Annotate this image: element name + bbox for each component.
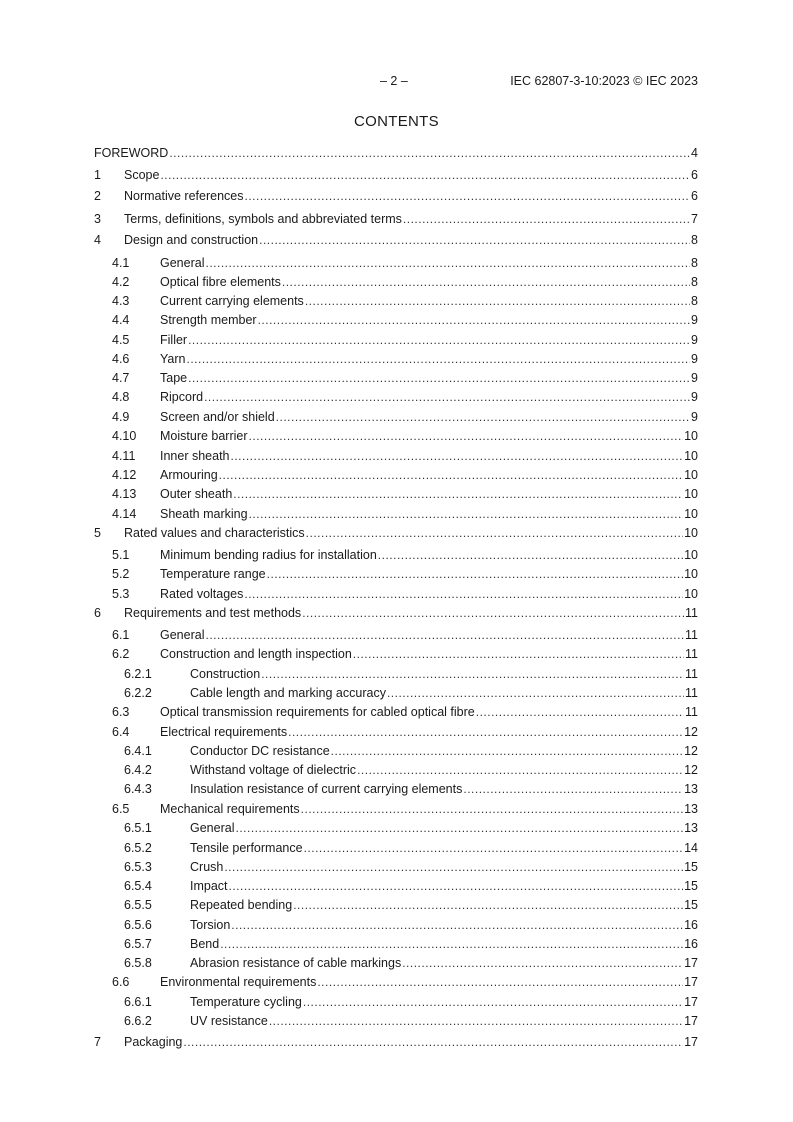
toc-entry-title: Repeated bending (190, 898, 293, 912)
toc-entry-page: 7 (691, 212, 698, 226)
toc-leader-dots (233, 485, 683, 504)
toc-entry-page: 9 (691, 390, 698, 404)
toc-entry[interactable] (94, 447, 698, 466)
toc-entry-title: Environmental requirements (160, 975, 317, 989)
toc-leader-dots (303, 993, 683, 1012)
toc-entry[interactable] (94, 604, 698, 623)
toc-entry-number: 6.5.7 (124, 937, 152, 951)
toc-leader-dots (205, 626, 684, 645)
toc-entry[interactable] (94, 408, 698, 427)
toc-entry-page: 11 (685, 628, 698, 642)
toc-entry-title: Ripcord (160, 390, 204, 404)
toc-entry-number: 5 (94, 526, 101, 540)
toc-entry-title: Sheath marking (160, 507, 248, 521)
toc-entry[interactable] (94, 546, 698, 565)
toc-entry-number: 6.6 (112, 975, 130, 989)
toc-entry[interactable] (94, 935, 698, 954)
toc-entry[interactable] (94, 993, 698, 1012)
toc-leader-dots (276, 408, 690, 427)
toc-entry-title: Mechanical requirements (160, 802, 300, 816)
toc-leader-dots (331, 742, 683, 761)
toc-entry-number: 6.3 (112, 705, 130, 719)
toc-entry-page: 13 (684, 821, 698, 835)
toc-entry[interactable] (94, 742, 698, 761)
toc-entry-title: Packaging (124, 1035, 183, 1049)
toc-entry[interactable] (94, 1033, 698, 1052)
toc-leader-dots (224, 858, 683, 877)
toc-entry-title: Moisture barrier (160, 429, 248, 443)
toc-entry-number: 4.6 (112, 352, 130, 366)
toc-leader-dots (353, 645, 684, 664)
toc-entry[interactable] (94, 466, 698, 485)
toc-entry[interactable] (94, 780, 698, 799)
toc-entry[interactable] (94, 166, 698, 185)
toc-entry[interactable] (94, 896, 698, 915)
toc-entry-title: Current carrying elements (160, 294, 304, 308)
toc-entry-number: 6 (94, 606, 101, 620)
toc-entry-page: 4 (691, 146, 698, 160)
toc-entry[interactable] (94, 585, 698, 604)
toc-entry[interactable] (94, 1012, 698, 1031)
toc-leader-dots (293, 896, 683, 915)
toc-entry-page: 17 (684, 1035, 698, 1049)
toc-entry[interactable] (94, 505, 698, 524)
toc-entry-number: 4.5 (112, 333, 130, 347)
contents-title: CONTENTS (354, 113, 439, 130)
toc-entry-number: 6.4 (112, 725, 130, 739)
toc-leader-dots (188, 331, 690, 350)
toc-entry[interactable] (94, 800, 698, 819)
toc-entry[interactable] (94, 485, 698, 504)
toc-leader-dots (282, 273, 690, 292)
toc-entry-page: 9 (691, 371, 698, 385)
toc-entry-page: 12 (684, 744, 698, 758)
toc-entry-number: 4.14 (112, 507, 137, 521)
toc-entry-number: 6.5.4 (124, 879, 152, 893)
toc-entry-title: Yarn (160, 352, 186, 366)
toc-entry-title: Inner sheath (160, 449, 230, 463)
toc-entry-title: General (160, 256, 205, 270)
toc-entry-number: 6.6.1 (124, 995, 152, 1009)
toc-entry-title: General (190, 821, 235, 835)
toc-entry-number: 4.2 (112, 275, 130, 289)
toc-entry-title: Torsion (190, 918, 231, 932)
toc-entry-title: Temperature cycling (190, 995, 302, 1009)
toc-entry-title: Normative references (124, 189, 244, 203)
toc-entry-page: 15 (684, 898, 698, 912)
toc-entry-title: Rated voltages (160, 587, 244, 601)
toc-leader-dots (402, 954, 683, 973)
toc-entry[interactable] (94, 524, 698, 543)
toc-entry-page: 11 (685, 606, 698, 620)
toc-entry[interactable] (94, 626, 698, 645)
toc-entry-title: Screen and/or shield (160, 410, 275, 424)
toc-entry-title: Scope (124, 168, 160, 182)
toc-leader-dots (188, 369, 690, 388)
toc-leader-dots (463, 780, 683, 799)
toc-entry-page: 10 (684, 429, 698, 443)
toc-entry-page: 6 (691, 168, 698, 182)
toc-entry-number: 4.7 (112, 371, 130, 385)
toc-entry-number: 3 (94, 212, 101, 226)
toc-entry-page: 17 (684, 1014, 698, 1028)
toc-entry-number: 6.5.2 (124, 841, 152, 855)
toc-entry-page: 10 (684, 507, 698, 521)
toc-entry-number: 4.11 (112, 449, 136, 463)
toc-leader-dots (317, 973, 683, 992)
toc-entry[interactable] (94, 839, 698, 858)
toc-leader-dots (183, 1033, 683, 1052)
toc-leader-dots (160, 166, 690, 185)
toc-entry-title: Temperature range (160, 567, 266, 581)
toc-entry-page: 9 (691, 352, 698, 366)
toc-entry-page: 16 (684, 918, 698, 932)
toc-entry[interactable] (94, 877, 698, 896)
toc-entry-number: 7 (94, 1035, 101, 1049)
document-reference: IEC 62807-3-10:2023 © IEC 2023 (510, 74, 698, 88)
toc-leader-dots (267, 565, 683, 584)
toc-entry-title: UV resistance (190, 1014, 268, 1028)
toc-entry-title: Terms, definitions, symbols and abbreviated terms (124, 212, 402, 226)
toc-entry-title: Construction (190, 667, 261, 681)
toc-entry-title: Bend (190, 937, 220, 951)
toc-entry-number: 5.2 (112, 567, 130, 581)
toc-entry-title: Withstand voltage of dielectric (190, 763, 357, 777)
toc-entry[interactable] (94, 187, 698, 206)
toc-leader-dots (302, 604, 684, 623)
toc-entry-page: 10 (684, 526, 698, 540)
toc-entry-number: 6.4.2 (124, 763, 152, 777)
toc-entry[interactable] (94, 427, 698, 446)
toc-leader-dots (288, 723, 683, 742)
toc-entry-number: 4.4 (112, 313, 130, 327)
toc-entry[interactable] (94, 331, 698, 350)
toc-entry-page: 12 (684, 763, 698, 777)
toc-leader-dots (304, 839, 684, 858)
toc-leader-dots (244, 585, 683, 604)
toc-leader-dots (305, 292, 690, 311)
toc-entry-number: 4.12 (112, 468, 137, 482)
toc-entry-title: Construction and length inspection (160, 647, 352, 661)
toc-entry-title: Electrical requirements (160, 725, 288, 739)
toc-leader-dots (205, 254, 690, 273)
toc-entry-number: 6.4.1 (124, 744, 152, 758)
toc-entry-number: 6.2.2 (124, 686, 152, 700)
toc-entry-page: 15 (684, 860, 698, 874)
toc-entry-title: Outer sheath (160, 487, 233, 501)
toc-entry-number: 5.1 (112, 548, 130, 562)
toc-entry[interactable] (94, 254, 698, 273)
toc-entry-page: 9 (691, 410, 698, 424)
toc-entry-page: 11 (685, 647, 698, 661)
toc-entry-number: 2 (94, 189, 101, 203)
toc-entry-title: Design and construction (124, 233, 259, 247)
toc-entry[interactable] (94, 350, 698, 369)
toc-entry-number: 6.6.2 (124, 1014, 152, 1028)
toc-entry-title: Armouring (160, 468, 218, 482)
toc-entry-page: 6 (691, 189, 698, 203)
toc-entry-title: Tensile performance (190, 841, 303, 855)
toc-entry-page: 10 (684, 567, 698, 581)
toc-entry-title: Optical transmission requirements for cabled optical fibre (160, 705, 475, 719)
toc-entry-number: 4.9 (112, 410, 130, 424)
toc-leader-dots (220, 935, 683, 954)
toc-leader-dots (387, 684, 684, 703)
toc-entry-number: 4.8 (112, 390, 130, 404)
toc-leader-dots (249, 505, 684, 524)
toc-entry-title: FOREWORD (94, 146, 169, 160)
toc-leader-dots (169, 144, 690, 163)
toc-entry-page: 15 (684, 879, 698, 893)
toc-entry-title: Tape (160, 371, 188, 385)
toc-entry-number: 4.10 (112, 429, 137, 443)
toc-entry-page: 10 (684, 587, 698, 601)
toc-entry-page: 8 (691, 275, 698, 289)
toc-entry-page: 11 (685, 686, 698, 700)
toc-entry-number: 5.3 (112, 587, 130, 601)
toc-entry[interactable] (94, 231, 698, 250)
toc-entry[interactable] (94, 703, 698, 722)
toc-entry[interactable] (94, 565, 698, 584)
toc-entry[interactable] (94, 684, 698, 703)
toc-leader-dots (357, 761, 683, 780)
toc-entry-page: 17 (684, 995, 698, 1009)
toc-entry-number: 6.2 (112, 647, 130, 661)
toc-entry-title: Crush (190, 860, 224, 874)
toc-leader-dots (306, 524, 683, 543)
toc-entry-title: Filler (160, 333, 188, 347)
toc-leader-dots (249, 427, 684, 446)
toc-entry-page: 12 (684, 725, 698, 739)
toc-entry-page: 11 (685, 667, 698, 681)
toc-entry[interactable] (94, 645, 698, 664)
toc-entry-page: 17 (684, 956, 698, 970)
toc-entry-number: 1 (94, 168, 101, 182)
toc-leader-dots (258, 311, 690, 330)
toc-entry-number: 6.5.8 (124, 956, 152, 970)
toc-leader-dots (204, 388, 690, 407)
toc-entry[interactable] (94, 819, 698, 838)
toc-entry-page: 9 (691, 313, 698, 327)
toc-entry-page: 8 (691, 256, 698, 270)
toc-entry-title: Minimum bending radius for installation (160, 548, 377, 562)
toc-entry-number: 4.3 (112, 294, 130, 308)
toc-leader-dots (231, 916, 683, 935)
toc-leader-dots (301, 800, 683, 819)
page-header (94, 74, 698, 94)
toc-leader-dots (259, 231, 690, 250)
toc-entry[interactable] (94, 273, 698, 292)
toc-entry[interactable] (94, 388, 698, 407)
toc-entry-page: 10 (684, 449, 698, 463)
toc-entry[interactable] (94, 665, 698, 684)
toc-entry-page: 10 (684, 468, 698, 482)
toc-entry-title: Rated values and characteristics (124, 526, 305, 540)
toc-entry-title: Conductor DC resistance (190, 744, 330, 758)
toc-entry[interactable] (94, 144, 698, 163)
toc-entry-title: Insulation resistance of current carrying elements (190, 782, 463, 796)
toc-entry[interactable] (94, 973, 698, 992)
toc-entry[interactable] (94, 916, 698, 935)
toc-entry[interactable] (94, 954, 698, 973)
toc-entry-page: 17 (684, 975, 698, 989)
toc-entry[interactable] (94, 858, 698, 877)
toc-leader-dots (229, 877, 684, 896)
toc-entry-title: Strength member (160, 313, 257, 327)
toc-entry-title: Abrasion resistance of cable markings (190, 956, 402, 970)
toc-leader-dots (269, 1012, 683, 1031)
toc-entry-page: 13 (684, 802, 698, 816)
toc-leader-dots (235, 819, 683, 838)
toc-entry-page: 9 (691, 333, 698, 347)
toc-entry-number: 4.1 (112, 256, 130, 270)
toc-entry-number: 4 (94, 233, 101, 247)
toc-entry-page: 13 (684, 782, 698, 796)
page-number: – 2 – (380, 74, 408, 88)
toc-leader-dots (219, 466, 683, 485)
toc-entry[interactable] (94, 761, 698, 780)
toc-leader-dots (231, 447, 684, 466)
toc-entry-number: 6.5.1 (124, 821, 152, 835)
toc-entry-page: 10 (684, 487, 698, 501)
toc-entry-page: 10 (684, 548, 698, 562)
toc-entry-number: 6.2.1 (124, 667, 152, 681)
toc-entry-number: 6.5 (112, 802, 130, 816)
toc-leader-dots (476, 703, 684, 722)
toc-entry[interactable] (94, 723, 698, 742)
toc-entry-title: Requirements and test methods (124, 606, 302, 620)
toc-entry-title: Impact (190, 879, 228, 893)
toc-entry[interactable] (94, 369, 698, 388)
toc-entry-number: 6.5.5 (124, 898, 152, 912)
toc-leader-dots (403, 210, 690, 229)
toc-entry[interactable] (94, 210, 698, 229)
toc-leader-dots (261, 665, 684, 684)
toc-entry-title: Cable length and marking accuracy (190, 686, 386, 700)
toc-entry-page: 8 (691, 294, 698, 308)
toc-entry-page: 8 (691, 233, 698, 247)
toc-entry[interactable] (94, 311, 698, 330)
toc-entry-number: 4.13 (112, 487, 137, 501)
toc-entry-title: General (160, 628, 205, 642)
toc-entry-number: 6.4.3 (124, 782, 152, 796)
toc-entry[interactable] (94, 292, 698, 311)
toc-leader-dots (186, 350, 690, 369)
toc-entry-number: 6.1 (112, 628, 130, 642)
toc-entry-title: Optical fibre elements (160, 275, 281, 289)
toc-entry-number: 6.5.3 (124, 860, 152, 874)
toc-entry-number: 6.5.6 (124, 918, 152, 932)
toc-entry-page: 11 (685, 705, 698, 719)
toc-leader-dots (378, 546, 683, 565)
toc-leader-dots (245, 187, 691, 206)
toc-entry-page: 16 (684, 937, 698, 951)
toc-entry-page: 14 (684, 841, 698, 855)
